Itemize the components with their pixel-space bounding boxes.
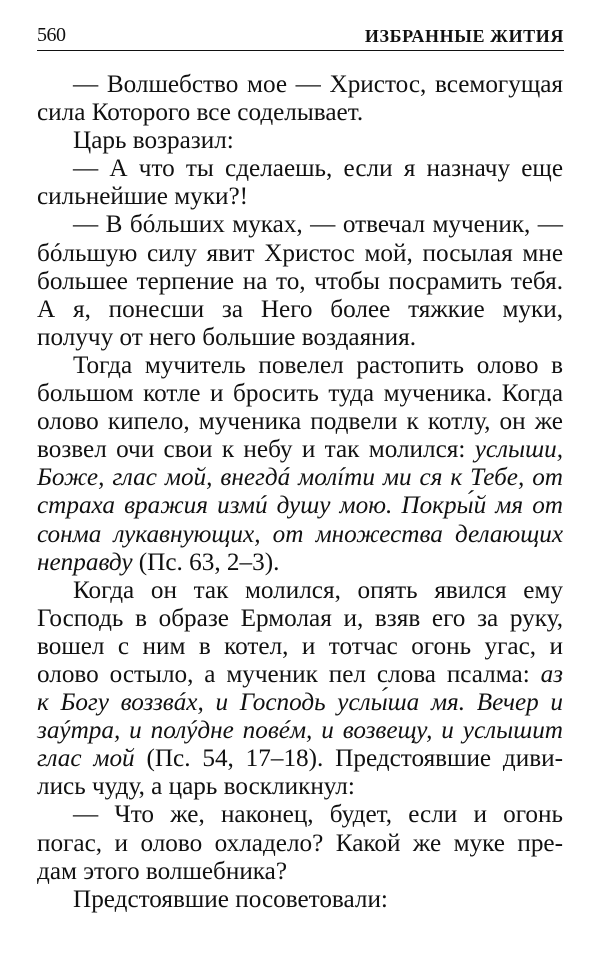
text-line [37, 492, 563, 520]
text-line [37, 99, 563, 127]
text-segment: бóльшую силу явит Христос мой, посылая мне [37, 239, 563, 267]
text-line [37, 296, 563, 324]
text-segment: сильнейшие муки?! [37, 183, 249, 211]
scripture-quote: глас мой [37, 745, 135, 773]
text-line [37, 773, 563, 801]
text-line [37, 268, 563, 296]
page-number: 560 [37, 24, 66, 46]
scripture-quote: аз [540, 660, 563, 688]
text-line [37, 324, 563, 352]
text-line [37, 408, 563, 436]
text-segment: — Волшебство мое — Христос, всемогущая [73, 71, 563, 98]
text-segment: Когда он так молился, опять явился ему [73, 576, 563, 604]
text-segment: Предстоявшие посоветовали: [73, 885, 388, 913]
text-line [37, 155, 563, 183]
scripture-quote: неправду [37, 548, 133, 576]
text-segment: дам этого волшебника? [37, 857, 288, 885]
text-line [37, 886, 563, 914]
text-segment: олово кипело, мученика подвели к котлу, он же [37, 408, 563, 436]
running-title: ИЗБРАННЫЕ ЖИТИЯ [364, 26, 564, 46]
text-segment: возвел очи свои к небу и так молился: [37, 436, 475, 464]
text-segment: (Пс. 54, 17–18). Предстоявшие диви- [134, 745, 563, 773]
text-segment: лись чуду, а царь воскликнул: [37, 773, 355, 801]
text-segment: большом котле и бросить туда мученика. Когда [37, 380, 563, 408]
text-segment: — Что же, наконец, будет, если и огонь [73, 801, 563, 829]
text-line [37, 577, 563, 605]
text-segment: Господь в образе Ермолая и, взяв его за руку, [37, 604, 563, 632]
text-line [37, 240, 563, 268]
text-line [37, 211, 563, 239]
text-line [37, 549, 563, 577]
text-line [37, 183, 563, 211]
scripture-quote: заýтра, и полýдне повéм, и возвещу, и услышит [37, 717, 563, 745]
text-line [37, 717, 563, 745]
text-line [37, 436, 563, 464]
text-line [37, 745, 563, 773]
text-segment: (Пс. 63, 2–3). [132, 548, 280, 576]
text-segment: сила Которого все соделывает. [37, 99, 364, 127]
text-segment: — А что ты сделаешь, если я назначу еще [73, 155, 563, 183]
body-text [37, 71, 563, 914]
text-segment: вошел с ним в котел, и тотчас огонь угас, и [37, 632, 563, 660]
text-segment: Царь возразил: [73, 127, 234, 155]
text-segment: получу от него большие воздаяния. [37, 323, 416, 351]
text-line [37, 127, 563, 155]
text-line [37, 830, 563, 858]
page-header [37, 24, 564, 51]
text-line [37, 464, 563, 492]
text-line [37, 689, 563, 717]
scripture-quote: страха вражия измú душу мою. Покры́й мя от [37, 492, 563, 520]
scripture-quote: к Богу воззвáх, и Господь услы́ша мя. Вечер и [37, 689, 563, 717]
text-segment: Тогда мучитель повелел растопить олово в [73, 351, 563, 379]
text-line [37, 352, 563, 380]
text-segment: большее терпение на то, чтобы посрамить тебя. [37, 267, 563, 295]
text-line [37, 380, 563, 408]
text-segment: А я, понесши за Него более тяжкие муки, [37, 295, 563, 323]
text-line [37, 801, 563, 829]
text-line [37, 521, 563, 549]
scripture-quote: сонма лукавнующих, от множества делающих [37, 520, 563, 548]
scripture-quote: Боже, глас мой, внегдá молíти ми ся к Тебе, от [37, 464, 563, 492]
text-line [37, 633, 563, 661]
text-line [37, 661, 563, 689]
text-segment: погас, и олово охладело? Какой же муке пре- [37, 829, 563, 857]
text-segment: олово остыло, а мученик пел слова псалма: [37, 660, 541, 688]
text-line [37, 605, 563, 633]
text-line [37, 71, 563, 99]
scripture-quote: услыши, [474, 436, 563, 464]
text-line [37, 858, 563, 886]
text-segment: — В бóльших муках, — отвечал мученик, — [73, 211, 563, 239]
